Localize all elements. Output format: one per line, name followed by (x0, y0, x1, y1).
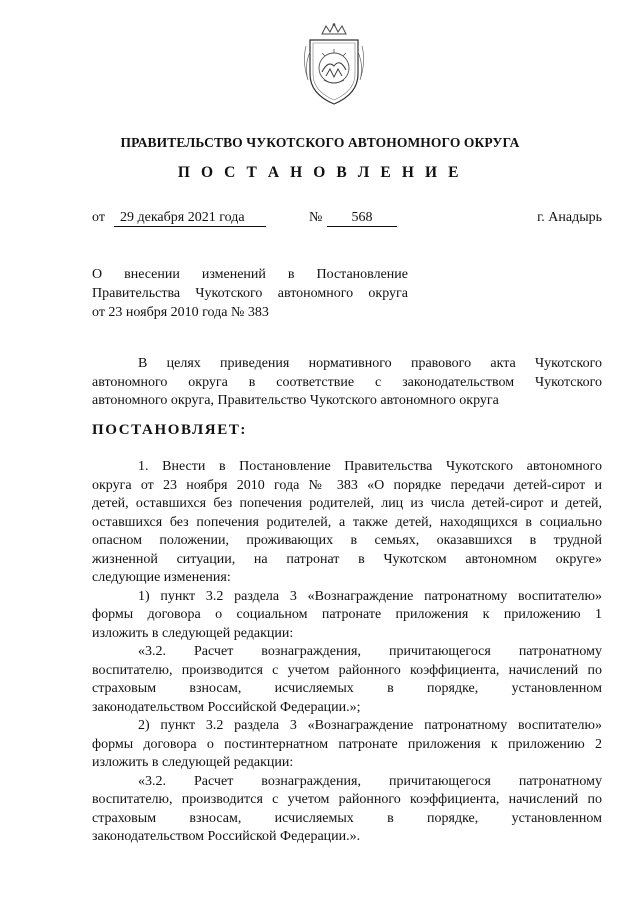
body-line: законодательством Российской Федерации.»; (92, 699, 361, 715)
document-date: 29 декабря 2021 года (114, 210, 266, 227)
body-line: воспитателю, производится с учетом районного коэффициента, начислений по (92, 792, 602, 807)
coat-of-arms-icon (300, 22, 368, 108)
body-line: изложить в следующей редакции: (92, 625, 294, 641)
body-line: формы договора о постинтернатном патронате приложения к приложению 2 (92, 736, 602, 752)
document-type: П О С Т А Н О В Л Е Н И Е (177, 164, 463, 181)
document-subject (92, 265, 408, 322)
body-line: 1. Внести в Постановление Правительства Чукотского автономного (138, 459, 602, 474)
body-line: изложить в следующей редакции: (92, 755, 294, 770)
preamble-line: В целях приведения нормативного правового акта Чукотского (138, 356, 602, 371)
decree-word: ПОСТАНОВЛЯЕТ: (92, 422, 248, 438)
preamble (92, 355, 602, 411)
body-line: формы договора о социальном патронате приложения к приложению 1 (92, 607, 602, 622)
body-line: «3.2. Расчет вознаграждения, причитающегося патронатному (138, 644, 602, 659)
body-line: оставшихся без попечения родителей, а также детей, находящихся в социально (92, 514, 602, 530)
body-line: округа от 23 ноября 2010 года № 383 «О порядке передачи детей-сирот и (92, 477, 602, 493)
subject-line: Правительства Чукотского автономного округа (92, 286, 408, 301)
body-line: жизненной ситуации, на патронат в Чукотском автономном округе» (92, 551, 602, 567)
body-line: следующие изменения: (92, 570, 231, 585)
date-prefix: от (92, 210, 105, 225)
preamble-line: автономного округа в соответствие с законодательством Чукотского (92, 374, 602, 390)
body-line: законодательством Российской Федерации.». (92, 829, 361, 844)
body-line: «3.2. Расчет вознаграждения, причитающегося патронатному (138, 773, 602, 789)
body-line: 2) пункт 3.2 раздела 3 «Вознаграждение патронатному воспитателю» (138, 718, 602, 733)
body-line: опасном положении, проживающих в семьях, оказавшихся в трудной (92, 533, 602, 548)
document-number: 568 (327, 210, 397, 227)
body-line: воспитателю, производится с учетом районного коэффициента, начислений по (92, 662, 602, 678)
document-city: г. Анадырь (537, 210, 602, 225)
subject-line: от 23 ноября 2010 года № 383 (92, 305, 269, 320)
document-body (92, 458, 602, 847)
body-line: детей, оставшихся без попечения родителей, лиц из числа детей-сирот и детей, (92, 496, 602, 511)
subject-line: О внесении изменений в Постановление (92, 267, 408, 282)
body-line: 1) пункт 3.2 раздела 3 «Вознаграждение патронатному воспитателю» (138, 588, 602, 604)
government-title: ПРАВИТЕЛЬСТВО ЧУКОТСКОГО АВТОНОМНОГО ОКРУГА (120, 135, 520, 150)
body-line: страховым взносам, исчисляемых в порядке, установленном (92, 681, 602, 696)
number-sign: № (309, 210, 323, 225)
preamble-line: автономного округа, Правительство Чукотского автономного округа (92, 393, 499, 408)
body-line: страховым взносам, исчисляемых в порядке, установленном (92, 810, 602, 826)
